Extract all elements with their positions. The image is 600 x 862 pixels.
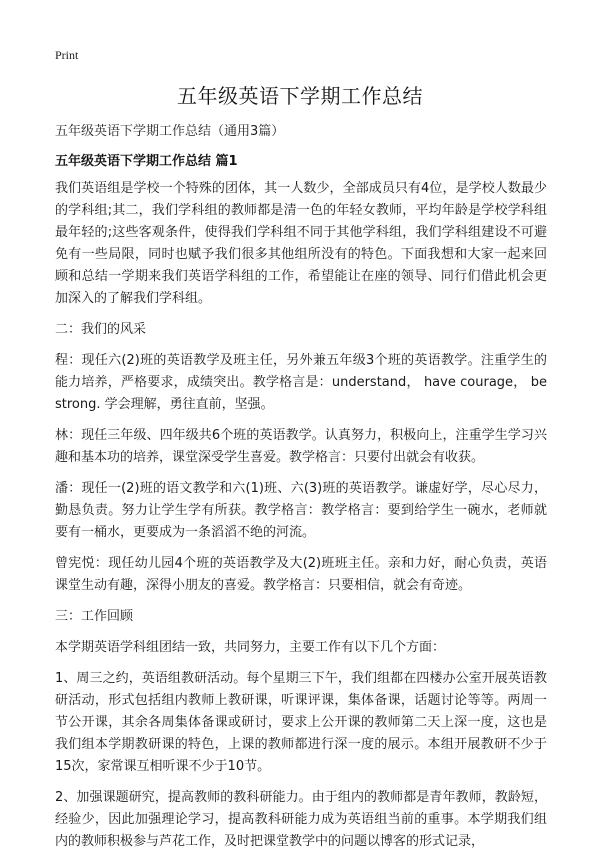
paragraph-teacher-lin: 林：现任三年级、四年级共6个班的英语教学。认真努力，积极向上，注重学生学习兴趣和基本功的培养，课堂深受学生喜爱。教学格言：只要付出就会有收获。 [55,428,547,465]
paragraph-teacher-zeng: 曾宪悦：现任幼儿园4个班的英语教学及大(2)班班主任。亲和力好，耐心负责，英语课堂生动有趣，深得小朋友的喜爱。教学格言：只要相信，就会有奇迹。 [55,556,547,593]
paragraph-review-intro: 本学期英语学科组团结一致，共同努力，主要工作有以下几个方面： [55,640,446,655]
paragraph-intro: 我们英语组是学校一个特殊的团体，其一人数少，全部成员只有4位，是学校人数最少的学科组;其二，我们学科组的教师都是清一色的年轻女教师，平均年龄是学校学科组最年轻的;这些客观条件，使得我们学科组不同于其他学科组，我们学科组建设不可避免有一些局限，同时也赋予我们很多其他组所没有的特色。下面我想和大家一起来回顾和总结一学期来我们英语学科组的工作，希望能让在座的领导、同行们借此机会更加深入的了解我们学科组。 [55,181,547,306]
document-subtitle: 五年级英语下学期工作总结（通用3篇） [55,124,285,139]
paragraph-teacher-pan: 潘：现任一(2)班的语文教学和六(1)班、六(3)班的英语教学。谦虚好学，尽心尽力，勤恳负责。努力让学生学有所获。教学格言：教学格言：要到给学生一碗水，老师就要有一桶水，更要成为一条滔滔不绝的河流。 [55,481,547,540]
section-title-style: 二：我们的风采 [55,322,147,337]
paragraph-item-2: 2、加强课题研究，提高教师的教科研能力。由于组内的教师都是青年教师，教龄短，经验少，因此加强理论学习，提高教科研能力成为英语组当前的重事。本学期我们组内的教师积极参与芦花工作，及时把课堂教学中的问题以博客的形式记录， [55,790,547,849]
document-title: 五年级英语下学期工作总结 [177,84,423,108]
print-link[interactable]: Print [55,48,79,62]
paragraph-item-1: 1、周三之约，英语组教研活动。每个星期三下午，我们组都在四楼办公室开展英语教研活动，形式包括组内教师上教研课，听课评课，集体备课，话题讨论等等。两周一节公开课，其余各周集体备课或研讨，要求上公开课的教师第二天上深一度，这也是我们组本学期教研课的特色，上课的教师都进行深一度的展示。本组开展教研不少于15次，家常课互相听课不少于10节。 [55,671,547,774]
document-body [55,178,547,862]
section-heading: 五年级英语下学期工作总结 篇1 [55,154,238,169]
paragraph-teacher-cheng: 程：现任六(2)班的英语教学及班主任，另外兼五年级3个班的英语教学。注重学生的能力培养，严格要求，成绩突出。教学格言是：understand， have courage， be strong. 学会理解，勇往直前，坚强。 [55,353,547,412]
section-title-review: 三：工作回顾 [55,609,134,624]
